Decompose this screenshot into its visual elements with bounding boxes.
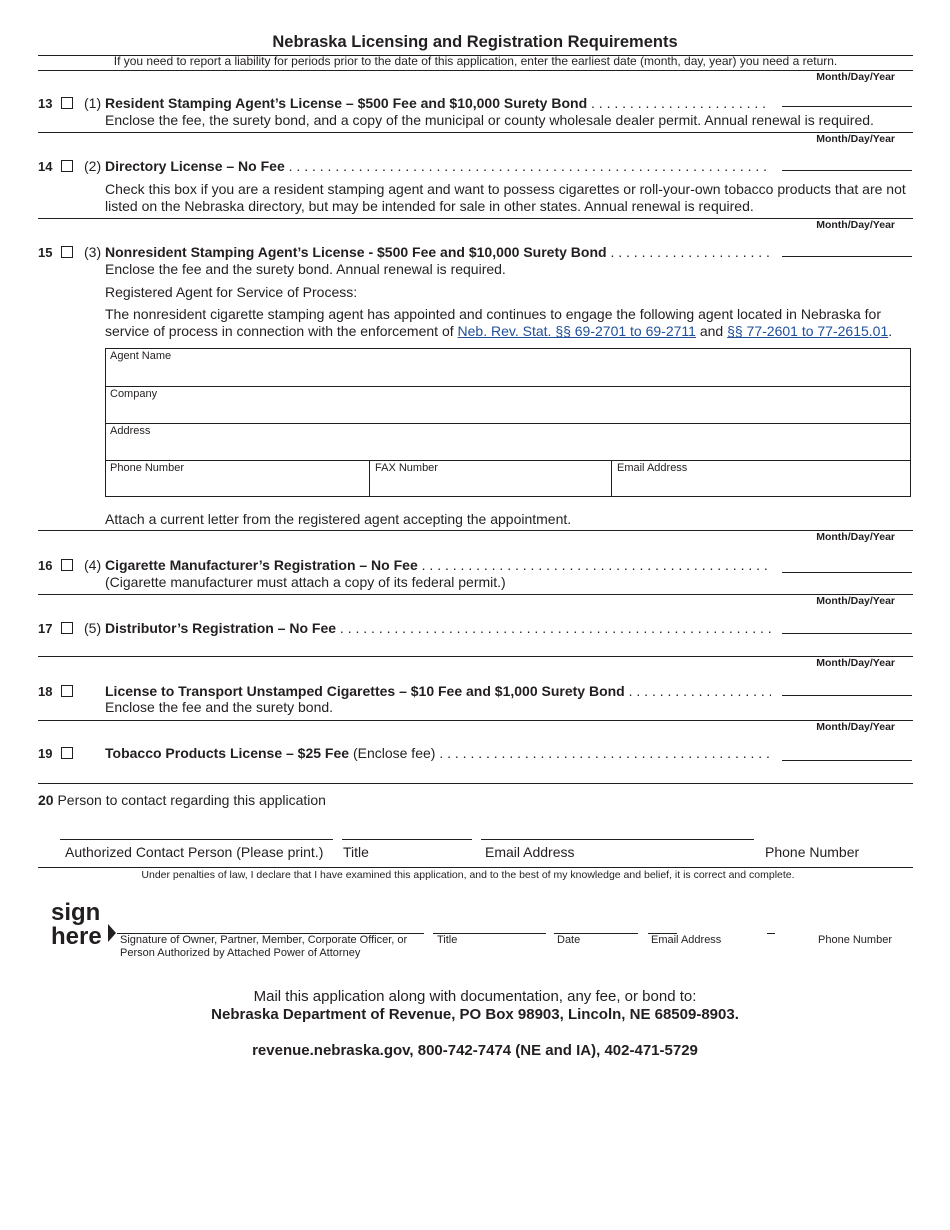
signature-label-line2: Person Authorized by Attached Power of Attorney (120, 947, 361, 959)
agent-name-label: Agent Name (110, 350, 172, 362)
checkbox-17[interactable] (61, 622, 73, 634)
item-15-body: Enclose the fee and the surety bond. Annual renewal is required. (105, 261, 506, 277)
item-sub-number: (4) (84, 557, 102, 573)
sign-email-label: Email Address (651, 934, 722, 946)
contact-title-label: Title (343, 844, 369, 860)
mail-address: Nebraska Department of Revenue, PO Box 98903, Lincoln, NE 68509-8903. (211, 1006, 739, 1023)
item-16-title: Cigarette Manufacturer’s Registration – No Fee (105, 557, 418, 573)
item-title (105, 557, 771, 573)
item-number: 14 (38, 159, 53, 174)
item-number: 15 (38, 245, 53, 260)
statute-link-77[interactable]: §§ 77-2601 to 77-2615.01 (727, 323, 889, 339)
contact-email-label: Email Address (485, 844, 575, 860)
item-number: 19 (38, 746, 53, 761)
contact-phone-label: Phone Number (765, 844, 860, 860)
date-field-16[interactable] (782, 572, 912, 573)
date-label: Month/Day/Year (816, 133, 895, 145)
date-label: Month/Day/Year (816, 71, 895, 83)
contact-title-field[interactable] (342, 839, 472, 840)
date-field-17[interactable] (782, 633, 912, 634)
sign-phone-label: Phone Number (818, 934, 892, 946)
contact-person-field[interactable] (60, 839, 333, 840)
item-13-title: Resident Stamping Agent’s License – $500 Fee and $10,000 Surety Bond (105, 95, 588, 111)
date-field-18[interactable] (782, 695, 912, 696)
fax-label: FAX Number (375, 462, 438, 474)
sign-date-label: Date (557, 934, 581, 946)
item-14-title: Directory License – No Fee (105, 158, 285, 174)
checkbox-16[interactable] (61, 559, 73, 571)
item-19-suffix: (Enclose fee) (352, 745, 436, 761)
sign-title-label: Title (437, 934, 458, 946)
statute-link-69[interactable]: Neb. Rev. Stat. §§ 69-2701 to 69-2711 (457, 323, 696, 339)
phone-label: Phone Number (110, 462, 184, 474)
item-15-title: Nonresident Stamping Agent’s License - $500 Fee and $10,000 Surety Bond (105, 244, 607, 260)
address-field[interactable] (106, 424, 910, 461)
contact-email-field[interactable] (481, 839, 754, 840)
checkbox-18[interactable] (61, 685, 73, 697)
checkbox-13[interactable] (61, 97, 73, 109)
item-13-body: Enclose the fee, the surety bond, and a copy of the municipal or county wholesale dealer permit. Annual renewal is required. (105, 112, 874, 128)
item-title (105, 244, 771, 260)
instruction-note: If you need to report a liability for periods prior to the date of this application, enter the earliest date (month, day, year) you need a return. (113, 54, 838, 68)
item-number: 16 (38, 558, 53, 573)
item-title (105, 620, 771, 636)
item-title (105, 158, 771, 174)
phone-field[interactable] (106, 461, 370, 496)
date-field-13[interactable] (782, 106, 912, 107)
fax-field[interactable] (370, 461, 612, 496)
conjunction: and (699, 323, 724, 339)
contact-label: Person to contact regarding this application (57, 792, 326, 808)
item-sub-number: (5) (84, 620, 102, 636)
date-label: Month/Day/Year (816, 531, 895, 543)
signature-label-line1: Signature of Owner, Partner, Member, Corporate Officer, or (120, 934, 408, 946)
email-label: Email Address (617, 462, 688, 474)
contact-person-label: Authorized Contact Person (Please print.) (65, 844, 324, 860)
item-16-body: (Cigarette manufacturer must attach a copy of its federal permit.) (105, 574, 506, 590)
appointment-text (105, 306, 913, 340)
item-title (105, 683, 771, 699)
item-sub-number: (2) (84, 158, 102, 174)
agent-info-grid (105, 348, 911, 497)
item-sub-number: (3) (84, 244, 102, 260)
company-label: Company (110, 388, 158, 400)
address-label: Address (110, 425, 151, 437)
date-label: Month/Day/Year (816, 595, 895, 607)
company-field[interactable] (106, 387, 910, 424)
page-title: Nebraska Licensing and Registration Requirements (272, 33, 678, 51)
item-sub-number: (1) (84, 95, 102, 111)
item-number: 20 (38, 792, 54, 808)
item-number: 13 (38, 96, 53, 111)
mail-instruction: Mail this application along with documentation, any fee, or bond to: (253, 988, 697, 1005)
checkbox-15[interactable] (61, 246, 73, 258)
checkbox-14[interactable] (61, 160, 73, 172)
arrow-right-icon (107, 923, 117, 943)
item-19-title: Tobacco Products License – $25 Fee (105, 745, 350, 761)
sign-word: sign (51, 899, 101, 926)
item-14-body: Check this box if you are a resident stamping agent and want to possess cigarettes or roll-your-own tobacco products that are not listed on the Nebraska directory, but may be intended for sale in other states. Annual renewal is required. (105, 181, 906, 214)
declaration: Under penalties of law, I declare that I have examined this application, and to the best of my knowledge and belief, it is correct and complete. (141, 869, 795, 881)
item-17-title: Distributor’s Registration – No Fee (105, 620, 337, 636)
contact-heading (38, 792, 326, 808)
date-field-19[interactable] (782, 760, 912, 761)
item-number: 18 (38, 684, 53, 699)
date-field-15[interactable] (782, 256, 912, 257)
divider (38, 783, 913, 784)
date-label: Month/Day/Year (816, 721, 895, 733)
registered-agent-heading: Registered Agent for Service of Process: (105, 284, 358, 300)
email-field[interactable] (612, 461, 910, 496)
date-label: Month/Day/Year (816, 657, 895, 669)
item-title (105, 95, 771, 111)
signature-label (120, 934, 407, 960)
contact-info: revenue.nebraska.gov, 800-742-7474 (NE and IA), 402-471-5729 (252, 1042, 698, 1059)
period: . (888, 323, 893, 339)
item-18-title: License to Transport Unstamped Cigarettes – $10 Fee and $1,000 Surety Bond (105, 683, 625, 699)
date-label: Month/Day/Year (816, 219, 895, 231)
agent-name-field[interactable] (106, 349, 910, 387)
attach-letter-note: Attach a current letter from the registered agent accepting the appointment. (105, 511, 572, 527)
appointment-statement: The nonresident cigarette stamping agent has appointed and continues to engage the following agent located in Nebraska for service of process in connection with the enforcement of (105, 306, 881, 339)
sign-here-label (51, 901, 102, 949)
date-field-14[interactable] (782, 170, 912, 171)
item-title (105, 745, 771, 761)
item-number: 17 (38, 621, 53, 636)
item-18-body: Enclose the fee and the surety bond. (105, 699, 334, 715)
checkbox-19[interactable] (61, 747, 73, 759)
here-word: here (51, 923, 102, 950)
divider (38, 867, 913, 868)
sign-phone-field[interactable] (767, 933, 775, 934)
